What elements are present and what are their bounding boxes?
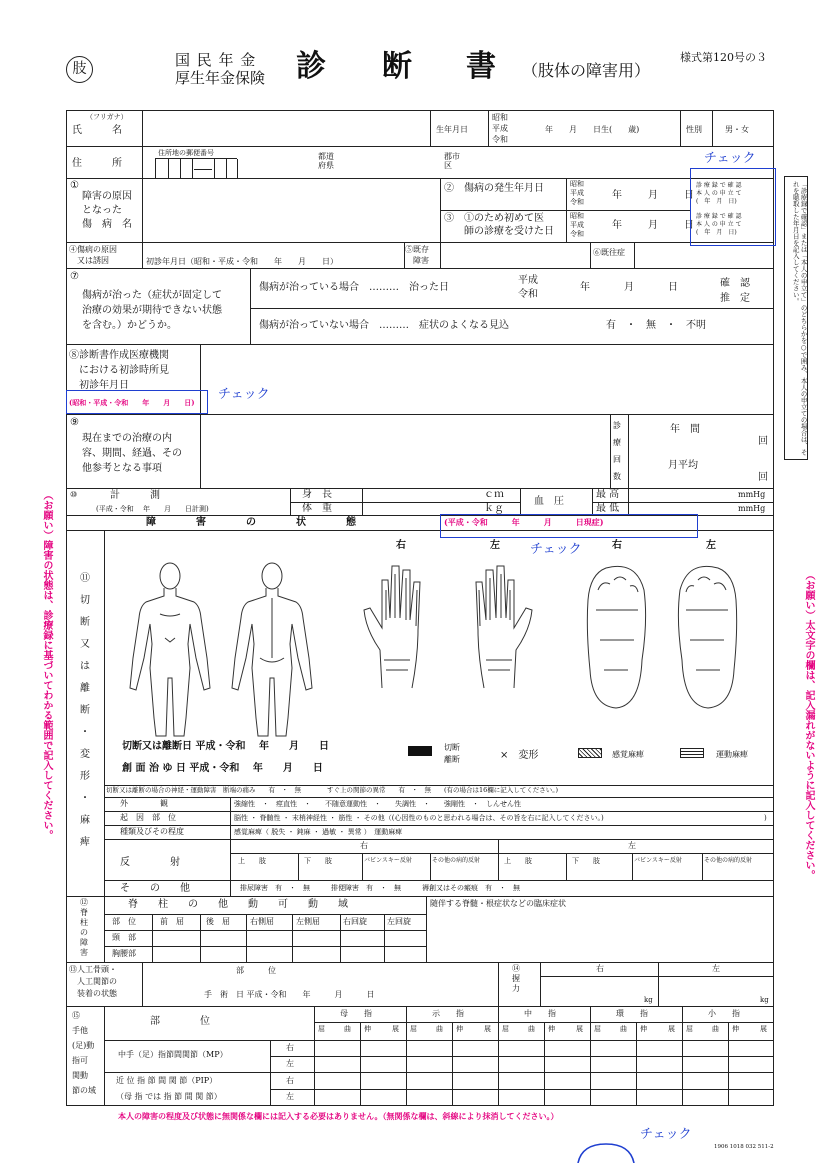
left-margin-note: （お願い）障害の状態は、診療録に基づいてわかる範囲で記入してください。 [41,490,52,840]
cause-field[interactable] [143,179,439,241]
weight-unit: ｋｇ [484,503,504,514]
birth-ymd[interactable]: 年 月 日生( 歳) [545,125,640,134]
finger-middle: 中 指 [524,1009,556,1018]
name-label: 氏 名 [72,125,122,136]
visits-count: 回 [758,436,768,447]
cured-ymd[interactable]: 年 月 日 [580,282,679,293]
measure-date[interactable]: (平成・令和 年 月 日計測) [96,505,209,513]
reflex-l-lower: 下 肢 [572,857,600,865]
bp-low-unit: mmHg [738,504,766,513]
bp-label: 血 圧 [534,496,564,507]
origin-close-paren: ) [764,814,767,822]
existing-disability-label: ⑤既存 障害 [405,245,429,265]
reflex-l-upper: 上 肢 [504,857,532,865]
legend-deformity: × 変形 [500,750,539,761]
onset-eras: 昭和 平成 令和 [570,180,584,206]
birth-eras: 昭和 平成 令和 [492,113,508,144]
mp-right: 右 [286,1043,294,1052]
confirm-check-box [690,168,776,246]
legend-motor: 運動麻痺 [716,750,748,759]
bp-high-label: 最 高 [596,489,620,500]
reflex-l-babinski: バビンスキー反射 [634,857,682,864]
check-label-3: チェック [530,542,582,557]
finger-part-header: 部 位 [150,1016,210,1027]
legend-sensory-swatch [578,748,602,758]
bp-high-unit: mmHg [738,490,766,499]
reflex-r-babinski: バビンスキー反射 [364,857,412,864]
bp-low-label: 最 低 [596,503,620,514]
grip-label: ⑭ 握 力 [512,964,520,993]
spine-col-rrot: 右回旋 [343,917,367,926]
healing-date[interactable]: 創 面 治 ゆ 日 平成・令和 年 月 日 [122,763,323,774]
weight-label: 体 重 [302,503,332,514]
type-degree-options[interactable]: 感覚麻痺（ 脱失 ・ 鈍麻 ・ 過敏 ・ 異常 ） 運動麻痺 [234,828,403,836]
initial-findings-label: ⑧診断書作成医療機関 における初診時所見 初診年月日 [69,350,169,391]
spine-row-lumbar: 胸腰部 [112,949,136,958]
q7-number: ⑦ [70,271,79,282]
q10-number: ⑩ [70,490,78,499]
mark-text: 肢 [72,61,87,77]
right-margin-note: （お願い）太文字の欄は、記入漏れがないように記入してください。 [803,570,814,880]
appearance-options[interactable]: 強縮性 ・ 痙直性 ・ 不随意運動性 ・ 失調性 ・ 強剛性 ・ しんせん性 [234,800,521,808]
grip-left-label: 左 [712,964,720,973]
right-hand-figure [360,560,440,690]
height-label: 身 長 [302,489,332,500]
treatment-label: 現在までの治療の内 容、期間、経過、その 他参考となる事項 [82,433,182,474]
first-visit-label: ③ ①のため初めて医 師の診療を受けた日 [444,213,554,237]
amputation-nerve-row[interactable]: 切断又は離断の場合の神経・運動障害 断端の痛み 有 ・ 無 すぐ上の関節の異常 有 ・ 無 (有の場合は16欄に記入してください。) [106,786,559,794]
spine-col-ext: 後 屈 [206,917,230,926]
address-label: 住 所 [72,158,122,169]
finger-thumb: 母 指 [340,1009,372,1018]
foot-left-label: 左 [706,540,716,551]
state-header: 障 害 の 状 態 [146,517,356,528]
past-illness-label: ⑥既往症 [593,248,625,257]
reflex-label: 反 射 [120,857,180,868]
amputation-date[interactable]: 切断又は離断日 平成・令和 年 月 日 [122,741,329,752]
spine-rom-title: 脊 柱 の 他 動 可 動 域 [128,899,348,910]
check-label-2: チェック [218,387,270,402]
legend-amputation-swatch [408,746,432,756]
legend-amputation: 切断 離断 [444,743,460,764]
title-char-2: 断 [382,49,412,84]
mp-joint-label: 中手（足）指節間関節（MP） [118,1050,228,1059]
cured-question: 傷病が治った（症状が固定して 治療の効果が期待できない状態 を含む。）かどうか。 [82,290,222,331]
right-top-note-box [784,176,808,460]
legend-sensory: 感覚麻痺 [612,750,644,759]
spine-row-neck: 頸 部 [112,933,136,942]
artificial-joint-part: 部 位 [236,966,276,975]
form-number: 様式第120号の３ [680,51,767,64]
name-field[interactable] [143,111,429,145]
finger-ring: 環 指 [616,1009,648,1018]
first-visit-ymd[interactable]: 年 月 日 [612,220,696,231]
stamp-arc [574,1142,638,1163]
reflex-l-other: その他の病的反射 [704,857,753,864]
furigana-label: （フリガナ） [86,113,128,121]
city-label: 郡市 区 [444,152,460,171]
height-unit: ｃｍ [484,489,504,500]
body-back-figure [222,558,322,738]
q9-number: ⑨ [70,417,79,428]
finger-flex-ext-headers: 屈 曲 伸 展 屈 曲 伸 展 屈 曲 伸 展 屈 曲 伸 展 屈 曲 伸 展 [318,1025,767,1033]
visits-count-2: 回 [758,472,768,483]
hand-left-label: 左 [490,540,500,551]
spine-clinical-label: 随伴する脊髄・根症状などの臨床症状 [430,899,566,908]
spine-col-lrot: 左回旋 [387,917,411,926]
improvement-options[interactable]: 有 ・ 無 ・ 不明 [606,320,706,331]
other-options[interactable]: 排尿障害 有 ・ 無 排便障害 有 ・ 無 褥創又はその瘢痕 有 ・ 無 [240,884,520,892]
reflex-right-label: 右 [360,841,368,850]
q1-number: ① [70,180,79,191]
finger-rom-side: ⑮ 手他 (足)動 指可 関動 節の域 [72,1011,96,1095]
date-hint: (平成・令和 年 月 日現症) [444,517,604,527]
right-foot-figure [576,560,656,710]
measure-label: 計 測 [110,490,160,501]
initial-findings-field[interactable] [201,345,773,413]
reflex-left-label: 左 [628,841,636,850]
check-label-4: チェック [640,1127,692,1142]
left-hand-figure [456,560,536,690]
era-hint: (昭和・平成・令和 年 月 日) [69,398,195,407]
spine-col-part: 部 位 [112,917,136,926]
first-visit-confirm-note[interactable]: 診 療 録 で 確 認 本 人 の 申 立 て ( 年 月 日) [696,213,742,236]
birth-label: 生年月日 [436,125,468,134]
cause-label: 障害の原因 となった 傷 病 名 [82,191,132,230]
pip-joint-label: 近 位 指 節 間 関 節（PIP） [116,1076,218,1085]
amputation-side-label: ⑪ 切 断 又 は 離 断 ・ 変 形 ・ 麻 痺 [80,573,90,848]
org-line-2: 厚生年金保険 [175,69,266,87]
left-foot-figure [668,560,748,710]
disease-cause-label: ④傷病の原因 又は誘因 [69,245,117,265]
body-front-figure [120,558,220,738]
grip-left-unit: kg [760,996,769,1004]
first-visit-eras: 昭和 平成 令和 [570,212,584,238]
title-char-1: 診 [296,49,326,84]
cured-case: 傷病が治っている場合 ……… 治った日 [259,282,449,293]
postal-label: 住所地の郵便番号 [158,149,214,157]
reflex-r-upper: 上 肢 [238,857,266,865]
appearance-label: 外 観 [120,799,168,808]
title-char-3: 書 [466,49,496,84]
not-cured-case: 傷病が治っていない場合 ……… 症状のよくなる見込 [259,320,509,331]
pip-left: 左 [286,1092,294,1101]
mp-left: 左 [286,1059,294,1068]
sex-label: 性別 [686,125,702,134]
right-top-note: 「診療録で確認」または「本人の申立て」のどちらかを○で囲み、本人の申立ての場合は、それを聴取した年月日を記入してください。 [791,181,808,456]
sex-value[interactable]: 男・女 [725,125,749,134]
spine-col-rlat: 右側屈 [250,917,274,926]
cured-eras: 平成 令和 [518,275,538,300]
origin-options[interactable]: 脳性 ・ 脊髄性 ・ 末梢神経性 ・ 筋性 ・ その他（(心因性のものと思われる場合は、その旨を右に記入してください。) [234,814,604,822]
pip-joint-note: （母 指 では 指 節 間 関 節） [116,1092,222,1101]
artificial-joint-label: ⑬人工骨頭・ 人工関節の 装着の状態 [69,965,117,998]
org-line-1: 国 民 年 金 [175,51,257,69]
finger-index: 示 指 [432,1009,464,1018]
spine-side-label: ⑫ 脊 柱 の 障 害 [80,898,88,957]
visits-monthly[interactable]: 月平均 [668,460,698,471]
prefecture-label: 都道 府県 [318,152,334,171]
other-label: そ の 他 [120,883,190,894]
reflex-r-lower: 下 肢 [304,857,332,865]
grip-right-label: 右 [596,964,604,973]
visits-label: 診 療 回 数 [613,421,621,481]
postal-code-boxes[interactable] [155,158,237,178]
footer-code: 1906 1018 032 511-2 [714,1144,774,1150]
page-subtitle: （肢体の障害用） [522,61,651,80]
reflex-r-other: その他の病的反射 [432,857,481,864]
hand-right-label: 右 [396,540,406,551]
onset-confirm-note[interactable]: 診 療 録 で 確 認 本 人 の 申 立 て ( 年 月 日) [696,182,742,205]
onset-ymd[interactable]: 年 月 日 [612,190,696,201]
spine-col-llat: 左側屈 [296,917,320,926]
onset-date-label: ② 傷病の発生年月日 [444,183,544,194]
spine-col-flex: 前 屈 [160,917,184,926]
treatment-field[interactable] [201,415,609,487]
check-label-1: チェック [704,151,756,166]
type-degree-label: 種類及びその程度 [120,827,184,836]
foot-right-label: 右 [612,540,622,551]
grip-right-unit: kg [644,996,653,1004]
legend-motor-swatch [680,748,704,758]
spine-clinical-field[interactable] [427,912,773,961]
pip-right: 右 [286,1076,294,1085]
artificial-joint-surgery[interactable]: 手 術 日 平成・令和 年 月 日 [204,990,375,999]
origin-label: 起 因 部 位 [120,813,176,822]
visits-years[interactable]: 年 間 [670,424,700,435]
cured-confirm[interactable]: 確 認 推 定 [720,278,750,304]
first-visit-date[interactable]: 初診年月日（昭和・平成・令和 年 月 日） [146,257,338,266]
footer-note: 本人の障害の程度及び状態に無関係な欄には記入する必要はありません。（無関係な欄は、斜線により抹消してください。） [118,1111,559,1121]
form-mark [66,56,93,83]
finger-little: 小 指 [708,1009,740,1018]
